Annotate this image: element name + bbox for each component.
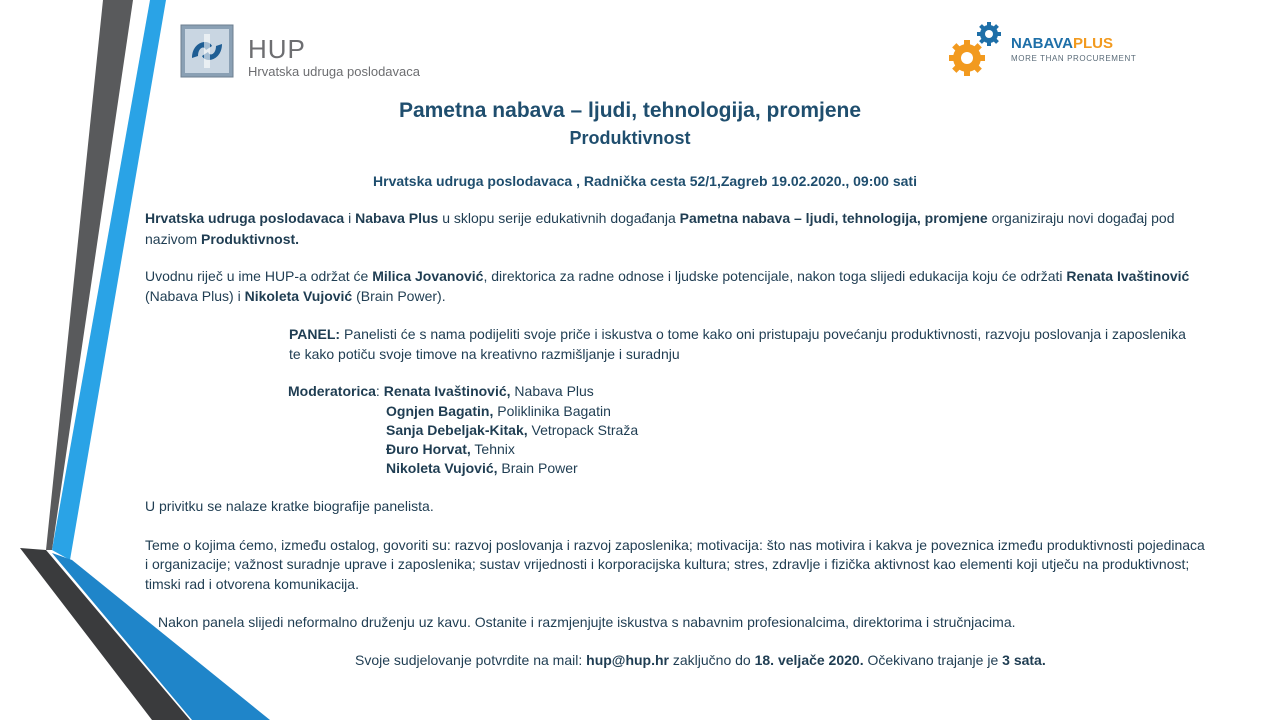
event-venue: Hrvatska udruga poslodavaca , Radnička cesta 52/1,Zagreb 19.02.2020., 09:00 sati bbox=[373, 173, 917, 189]
panel-line-2: te kako potiču svoje timove na kreativno razmišljanje i suradnju bbox=[289, 346, 680, 362]
hup-logo bbox=[180, 22, 420, 80]
panelist-2: Sanja Debeljak-Kitak, Vetropack Straža bbox=[386, 422, 639, 438]
nabava-plus-logo bbox=[945, 20, 1135, 80]
intro-line-1: Hrvatska udruga poslodavaca i Nabava Plus u sklopu serije edukativnih događanja Pametna nabava – ljudi, tehnologija, promjene organiziraju novi događaj pod bbox=[145, 210, 1175, 226]
topics-line-2: i organizacije; važnost suradnje uprave i zaposlenika; sustav vrijednosti i korporacijska kultura; stres, zdravlje i fizička aktivnost kao elementi koji utječu na produktivnost; bbox=[145, 556, 1190, 572]
gears-icon bbox=[945, 20, 1005, 80]
topics-line-3: timski rad i otvorena komunikacija. bbox=[145, 576, 359, 592]
panel-line-1: PANEL: Panelisti će s nama podijeliti svoje priče i iskustva o tome kako oni pristupaju povećanju produktivnosti, razvoju poslovanja i zaposlenika bbox=[289, 326, 1186, 342]
moderator-line: Moderatorica: Renata Ivaštinović, Nabava Plus bbox=[288, 383, 594, 399]
rsvp-email-link[interactable]: hup@hup.hr bbox=[586, 652, 669, 668]
networking-note: Nakon panela slijedi neformalno druženju uz kavu. Ostanite i razmjenjujte iskustva s nabavnim profesionalcima, direktorima i stručnjacima. bbox=[158, 614, 1016, 630]
opening-line-1: Uvodnu riječ u ime HUP-a održat će Milica Jovanović, direktorica za radne odnose i ljudske potencijale, nakon toga slijedi edukacija koju će održati Renata Ivaštinović bbox=[145, 268, 1190, 284]
hup-emblem-icon bbox=[180, 24, 234, 78]
panelist-4: Nikoleta Vujović, Brain Power bbox=[386, 460, 578, 476]
hup-logo-subtitle: Hrvatska udruga poslodavaca bbox=[248, 64, 420, 79]
topics-line-1: Teme o kojima ćemo, između ostalog, govoriti su: razvoj poslovanja i razvoj zaposlenika; motivacija: što nas motivira i kakva je poveznica između produktivnosti pojedinaca bbox=[145, 537, 1205, 553]
panelist-1: Ognjen Bagatin, Poliklinika Bagatin bbox=[386, 403, 611, 419]
gray-stripe bbox=[46, 0, 133, 550]
panelist-3: Đuro Horvat, Tehnix bbox=[386, 441, 515, 457]
attachment-note: U privitku se nalaze kratke biografije panelista. bbox=[145, 498, 434, 514]
opening-line-2: (Nabava Plus) i Nikoleta Vujović (Brain Power). bbox=[145, 288, 446, 304]
intro-line-2: nazivom Produktivnost. bbox=[145, 231, 300, 247]
nabava-plus-logo-name: NABAVAPLUS bbox=[1011, 35, 1113, 52]
event-subtitle: Produktivnost bbox=[569, 128, 691, 148]
event-title: Pametna nabava – ljudi, tehnologija, promjene bbox=[398, 99, 862, 122]
rsvp-line: Svoje sudjelovanje potvrdite na mail: hup@hup.hr zaključno do 18. veljače 2020. Očekivano trajanje je 3 sata. bbox=[355, 652, 1046, 668]
nabava-plus-tagline: MORE THAN PROCUREMENT bbox=[1011, 54, 1137, 63]
hup-logo-name: HUP bbox=[248, 34, 306, 64]
